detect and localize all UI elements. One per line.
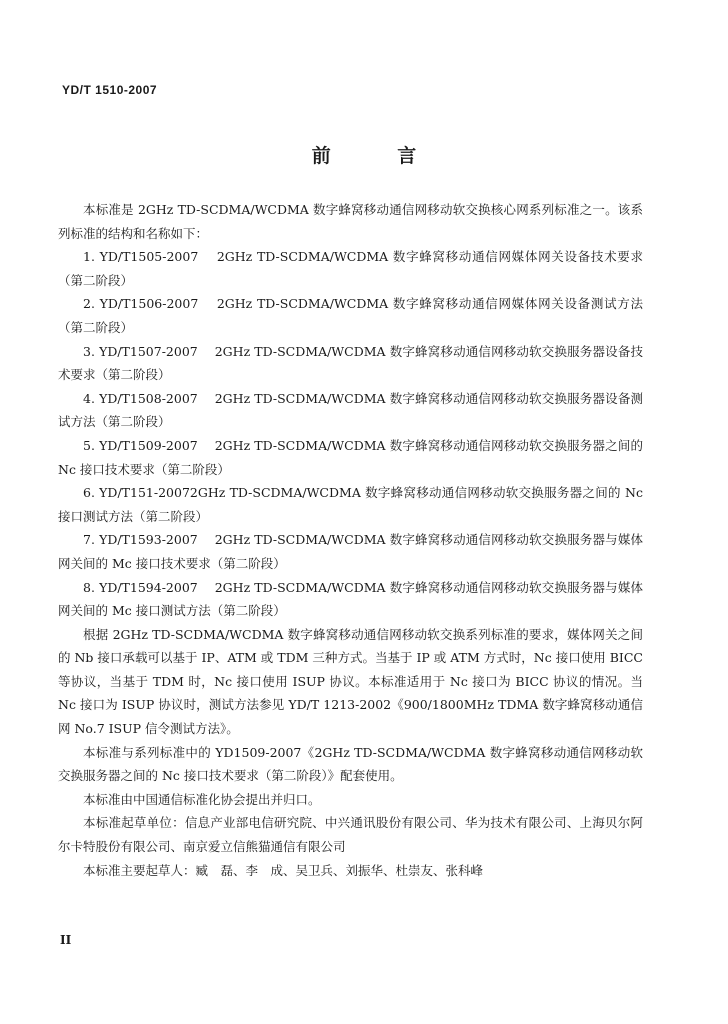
list-item: 6. YD/T151-20072GHz TD-SCDMA/WCDMA 数字蜂窝移动通信网移动软交换服务器之间的 Nc 接口测试方法（第二阶段） [58, 485, 643, 524]
list-item: 7. YD/T1593-2007 2GHz TD-SCDMA/WCDMA 数字蜂窝移动通信网移动软交换服务器与媒体网关间的 Mc 接口技术要求（第二阶段） [58, 532, 643, 571]
list-item: 5. YD/T1509-2007 2GHz TD-SCDMA/WCDMA 数字蜂窝移动通信网移动软交换服务器之间的 Nc 接口技术要求（第二阶段） [58, 437, 643, 477]
list-item: 4. YD/T1508-2007 2GHz TD-SCDMA/WCDMA 数字蜂窝移动通信网移动软交换服务器设备测试方法（第二阶段） [58, 390, 643, 430]
drafters-paragraph: 本标准主要起草人：臧 磊、李 成、吴卫兵、刘振华、杜崇友、张科峰 [83, 862, 484, 878]
proposer-paragraph: 本标准由中国通信标准化协会提出并归口。 [83, 791, 321, 807]
drafting-units-paragraph: 本标准起草单位：信息产业部电信研究院、中兴通讯股份有限公司、华为技术有限公司、上海贝尔阿尔卡特股份有限公司、南京爱立信熊猫通信有限公司 [58, 815, 643, 855]
list-item: 1. YD/T1505-2007 2GHz TD-SCDMA/WCDMA 数字蜂窝移动通信网媒体网关设备技术要求（第二阶段） [58, 249, 643, 288]
intro-paragraph: 本标准是 2GHz TD-SCDMA/WCDMA 数字蜂窝移动通信网移动软交换核心网系列标准之一。该系列标准的结构和名称如下： [58, 202, 643, 241]
foreword-body [58, 198, 643, 882]
page-number: II [60, 933, 72, 947]
list-item: 2. YD/T1506-2007 2GHz TD-SCDMA/WCDMA 数字蜂窝移动通信网媒体网关设备测试方法（第二阶段） [58, 296, 643, 335]
document-number: YD/T 1510-2007 [62, 83, 158, 97]
list-item: 8. YD/T1594-2007 2GHz TD-SCDMA/WCDMA 数字蜂窝移动通信网移动软交换服务器与媒体网关间的 Mc 接口测试方法（第二阶段） [58, 579, 643, 619]
interface-paragraph: 根据 2GHz TD-SCDMA/WCDMA 数字蜂窝移动通信网移动软交换系列标准的要求，媒体网关之间的 Nb 接口承载可以基于 IP、ATM 或 TDM 三种方式。当基于 IP 或 ATM 方式时，Nc 接口使用 BICC 等协议，当基于 TDM 时，Nc 接口使用 ISUP 协议。本标准适用于 Nc 接口为 BICC 协议的情况。当 Nc 接口为 ISUP 协议时，测试方法参见 YD/T 1213-2002《900/1800MHz TDMA 数字蜂窝移动通信网 No.7 ISUP 信令测试方法》。 [58, 626, 643, 737]
list-item: 3. YD/T1507-2007 2GHz TD-SCDMA/WCDMA 数字蜂窝移动通信网移动软交换服务器设备技术要求（第二阶段） [58, 343, 643, 383]
page-title: 前 言 [311, 145, 447, 167]
usage-paragraph: 本标准与系列标准中的 YD1509-2007《2GHz TD-SCDMA/WCDMA 数字蜂窝移动通信网移动软交换服务器之间的 Nc 接口技术要求（第二阶段）》配套使用。 [58, 744, 643, 784]
